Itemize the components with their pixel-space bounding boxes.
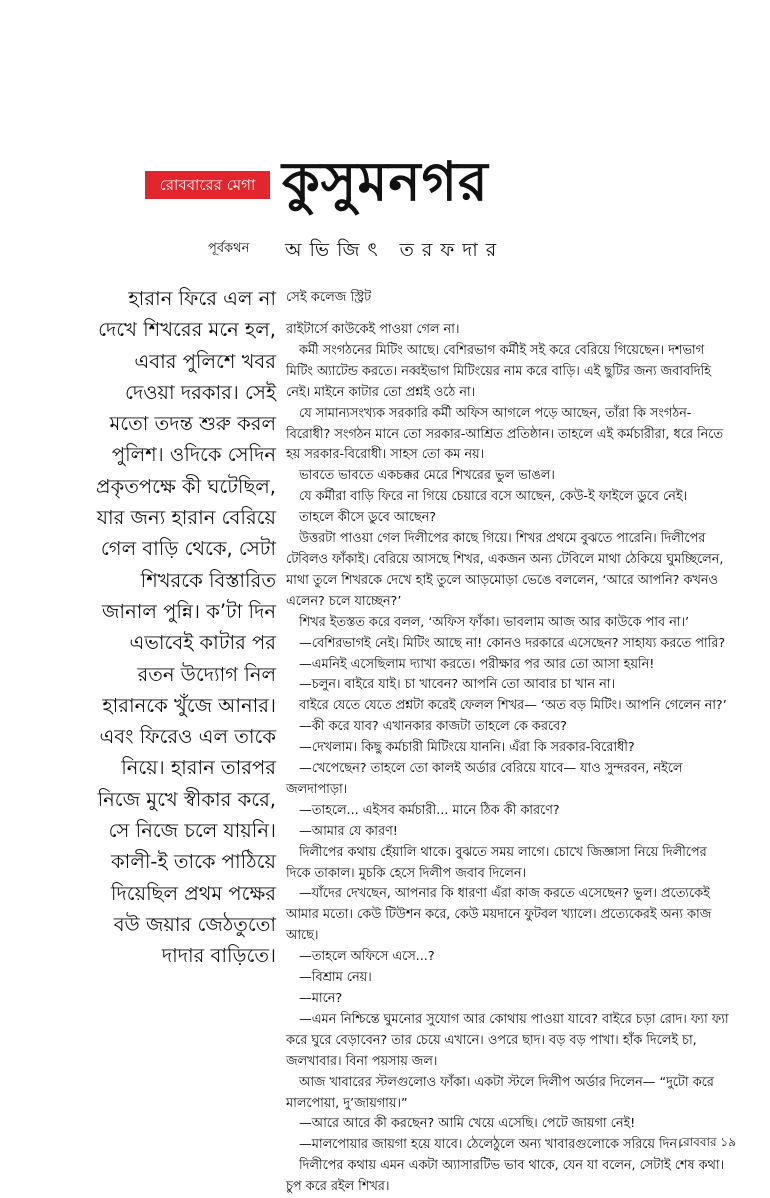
story-title: কুসুমনগর [282, 150, 489, 213]
summary-line: সে নিজে চলে যায়নি। [108, 819, 276, 843]
summary-line: জানাল পুন্নি। ক’টা দিন [101, 599, 276, 623]
story-paragraph: —এমন নিশ্চিন্তে ঘুমনোর সুযোগ আর কোথায় পাওয়া যাবে? বাইরে চড়া রোদ। ফ্যা ফ্যা করে ঘুরে বেড়াবেন? তার চেয়ে এখানে। ওপরে ছাদ। বড় বড় পাখা। হাঁক দিলেই চা, জলখাবার। বিনা পয়সায় জল। [286, 1011, 729, 1069]
story-paragraph: —চলুন। বাইরে যাই। চা খাবেন? আপনি তো আবার চা খান না। [299, 677, 616, 693]
summary-line: যার জন্য হারান বেরিয়ে [96, 506, 276, 530]
story-paragraph: —আমার যে কারণ! [299, 823, 398, 839]
summary-line: মতো তদন্ত শুরু করল [109, 412, 276, 436]
previous-summary-label: পূর্বকথন [208, 241, 250, 256]
author-name: অভিজিৎ তরফদার [285, 239, 505, 261]
story-paragraph: —বেশিরভাগই নেই। মিটিং আছে না! কোনও দরকারে এসেছেন? সাহায্য করতে পারি? [299, 635, 726, 651]
story-paragraph: ভাবতে ভাবতে একচক্কর মেরে শিখরের ভুল ভাঙল। [299, 468, 555, 484]
summary-line: নিয়ে। হারান তারপর [121, 756, 276, 780]
story-paragraph: আজ খাবারের স্টলগুলোও ফাঁকা। একটা স্টলে দিলীপ অর্ডার দিলেন— “দুটো করে মালপোয়া, দু’জায়গায়।” [286, 1074, 714, 1111]
summary-line: গেল বাড়ি থেকে, সেটা [100, 537, 276, 561]
story-paragraph: তাহলে কীসে ডুবে আছেন? [299, 510, 437, 526]
summary-line: রতন উদ্যোগ নিল [137, 662, 276, 686]
summary-line: এভাবেই কাটার পর [129, 631, 276, 655]
summary-line: হারানকে খুঁজে আনার। [102, 693, 276, 717]
summary-line: নিজে মুখে স্বীকার করে, [97, 787, 276, 811]
section-heading: সেই কলেজ স্ট্রিট [286, 290, 372, 305]
summary-line: এবং ফিরেও এল তাকে [99, 725, 276, 749]
series-badge: রোববারের মেগা [145, 171, 270, 199]
previous-summary [80, 283, 276, 972]
story-paragraph: —তাহলে... এইসব কর্মচারী... মানে ঠিক কী কারণে? [299, 802, 560, 818]
summary-line: কালী-ই তাকে পাঠিয়ে [111, 850, 276, 874]
story-paragraph: —কী করে যাব? এখানকার কাজটা তাহলে কে করবে? [299, 719, 567, 735]
story-paragraph: —মানে? [299, 991, 343, 1006]
story-paragraph: —বিশ্রাম নেয়। [299, 970, 372, 986]
story-paragraph: —খেপেছেন? তাহলে তো কালই অর্ডার বেরিয়ে যাবে— যাও সুন্দরবন, নইলে জলদাপাড়া। [286, 761, 683, 797]
story-paragraph: দিলীপের কথায় হেঁয়ালি থাকে। বুঝতে সময় লাগে। চোখে জিজ্ঞাসা নিয়ে দিলীপের দিকে তাকাল। মুচকি হেসে দিলীপ জবাব দিলেন। [286, 844, 707, 881]
summary-line: বউ জয়ার জেঠতুতো [113, 912, 276, 936]
summary-line: হারান ফিরে এল না [128, 287, 276, 310]
story-paragraph: উত্তরটা পাওয়া গেল দিলীপের কাছে গিয়ে। শিখর প্রথমে বুঝতে পারেনি। দিলীপের টেবিলও ফাঁকাই। বেরিয়ে আসছে শিখর, একজন অন্য টেবিলে মাথা ঠেকিয়ে ঘুমচ্ছিলেন, মাথা তুলে শিখরকে দেখে হাই তুলে আড়মোড়া ভেঙে বললেন, ‘আরে আপনি? কখনও এলেন? চলে যাচ্ছেন?’ [286, 531, 724, 609]
story-paragraph: কর্মী সংগঠনের মিটিং আছে। বেশিরভাগ কর্মীই সই করে বেরিয়ে গিয়েছেন। দশভাগ মিটিং অ্যাটেন্ড করতে। নব্বইভাগ মিটিংয়ের নাম করে বাড়ি। এই ছুটির জন্য জবাবদিহি নেই। মাইনে কাটার তো প্রশ্নই ওঠে না। [286, 342, 711, 400]
summary-line: প্রকৃতপক্ষে কী ঘটেছিল, [96, 474, 276, 498]
story-paragraph: —মালপোয়ার জায়গা হয়ে যাবে। ঠেলেঠুলে অন্য খাবারগুলোকে সরিয়ে দিন। [299, 1137, 682, 1153]
page-number: রোববার ১৯ [678, 1135, 736, 1149]
summary-line: দিয়েছিল প্রথম পক্ষের [110, 881, 276, 905]
story-body [286, 320, 734, 1198]
story-paragraph: —তাহলে অফিসে এসে...? [299, 949, 435, 965]
summary-line: দেখে শিখরের মনে হল, [98, 318, 276, 342]
story-paragraph: যে সামান্যসংখ্যক সরকারি কর্মী অফিস আগলে পড়ে আছেন, তাঁরা কি সংগঠন-বিরোধী? সংগঠন মানে তো সরকার-আশ্রিত প্রতিষ্ঠান। তাহলে এই কর্মচারীরা, ধরে নিতে হয় সরকার-বিরোধী। সাহস তো কম নয়। [286, 405, 723, 463]
story-paragraph: যে কর্মীরা বাড়ি ফিরে না গিয়ে চেয়ারে বসে আছেন, কেউ-ই ফাইলে ডুবে নেই। [299, 489, 688, 505]
story-paragraph: বাইরে যেতে যেতে প্রশ্নটা করেই ফেলল শিখর— ‘অত বড় মিটিং। আপনি গেলেন না?’ [299, 698, 727, 714]
summary-line: দেওয়া দরকার। সেই [125, 380, 276, 404]
summary-line: এবার পুলিশে খবর [134, 349, 276, 373]
story-paragraph: শিখর ইতস্তত করে বলল, ‘অফিস ফাঁকা। ভাবলাম আজ আর কাউকে পাব না।’ [299, 614, 690, 630]
summary-line: পুলিশ। ওদিকে সেদিন [111, 443, 276, 467]
story-paragraph: —যাঁদের দেখছেন, আপনার কি ধারণা এঁরা কাজ করতে এসেছেন? ভুল। প্রত্যেকেই আমার মতো। কেউ টিউশন করে, কেউ ময়দানে ফুটবল খ্যালে। প্রত্যেকেরই অন্য কাজ আছে। [286, 886, 712, 944]
summary-line: শিখরকে বিস্তারিত [140, 568, 276, 592]
story-paragraph: —এমনিই এসেছিলাম দ্যাখা করতে। পরীক্ষার পর আর তো আসা হয়নি! [299, 656, 655, 672]
summary-line: দাদার বাড়িতে। [161, 944, 276, 968]
story-paragraph: দিলীপের কথায় এমন একটা অ্যাসারটিভ ভাব থাকে, যেন যা বলেন, সেটাই শেষ কথা। চুপ করে রইল শিখর। [286, 1158, 725, 1195]
story-paragraph: রাইটার্সে কাউকেই পাওয়া গেল না। [286, 322, 460, 337]
story-paragraph: —আরে আরে কী করছেন? আমি খেয়ে এসেছি। পেটে জায়গা নেই! [299, 1116, 636, 1132]
story-paragraph: —দেখলাম। কিছু কর্মচারী মিটিংয়ে যাননি। এঁরা কি সরকার-বিরোধী? [299, 740, 635, 756]
